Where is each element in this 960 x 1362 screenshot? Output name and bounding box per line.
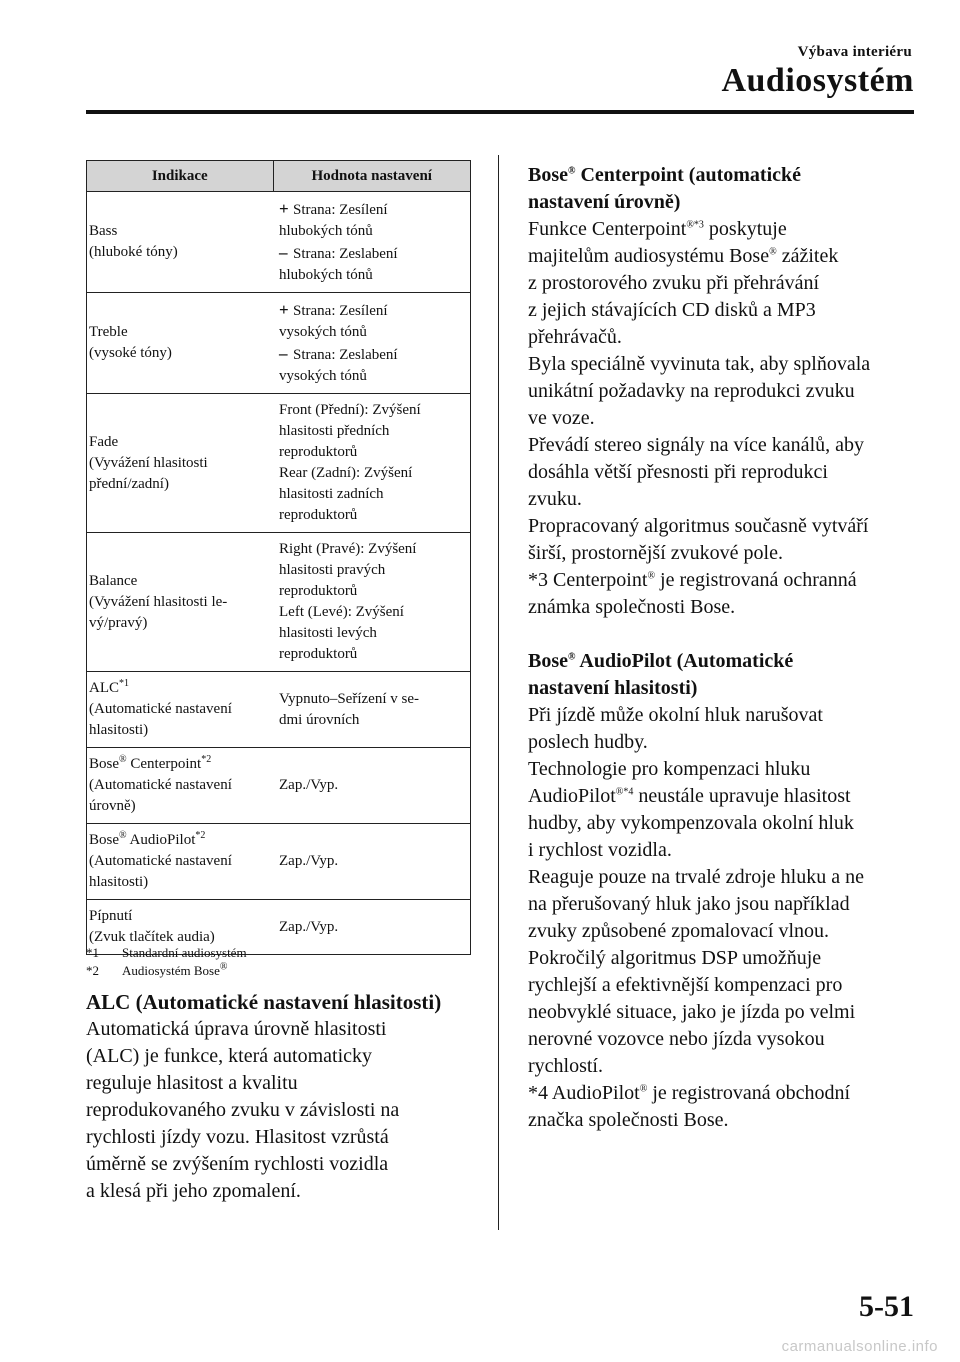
footnotes [86,944,476,980]
row-value [273,192,471,293]
row-value-line: hlasitosti předních [279,423,390,439]
row-value [273,293,471,394]
footnote: *2 Audiosystém Bose® [86,961,228,978]
row-name-line: (Vyvážení hlasitosti [89,454,208,471]
row-value [273,824,471,900]
row-name-line: (Automatické nastavení [89,853,232,869]
row-value-line: Vypnuto–Seřízení v se- [279,690,419,707]
footnote: *1 Standardní audiosystém [86,945,247,960]
row-value-line: – Strana: Zeslabení [279,344,398,363]
row-value-line: reproduktorů [279,444,358,460]
row-value-line: Front (Přední): Zvýšení [279,402,421,418]
row-value-line: Left (Levé): Zvýšení [279,604,404,620]
watermark: carmanualsonline.info [781,1338,938,1355]
row-name-line: (Vyvážení hlasitosti le- [89,593,228,610]
row-name [87,672,274,748]
row-name [87,824,274,900]
table-header-row [87,161,471,192]
settings-table [86,160,471,955]
row-name-line: Fade [89,433,119,450]
section-label: Výbava interiéru [797,44,912,60]
row-name-line: (Zvuk tlačítek audia) [89,929,215,945]
centerpoint-body: Funkce Centerpoint$^{®*3}$ poskytuje majitelům audiosystému Bose® zážitek z prostorového zvuku při přehrávání z jejich stávajících CD disků a MP3 přehrávačů. Byla speciálně vyvinuta tak, aby splňovala unikátní požadavky na reprodukci zvuku ve voze. Převádí stereo signály na více kanálů, aby dosáhla větší přesnosti při reprodukci zvuku. Propracovaný algoritmus současně vytváří širší, prostornější zvukové pole. *3 Centerpoint® je registrovaná ochranná známka společnosti Bose. [528,218,871,618]
row-name [87,533,274,672]
row-name-line: Pípnutí [89,908,133,924]
row-value-line: Zap./Vyp. [279,853,339,869]
row-name [87,748,274,824]
table-row [87,293,471,394]
row-name-line: ALC$^{*1}$ [89,678,129,696]
row-value-line: Rear (Zadní): Zvýšení [279,465,413,481]
row-value-line: – Strana: Zeslabení [279,243,398,262]
row-name-line: (hluboké tóny) [89,244,178,260]
centerpoint-heading: Bose® Centerpoint (automatické nastavení úrovně) [528,164,802,213]
plus-icon: + [279,199,289,218]
table-header-indikace: Indikace [87,161,274,192]
row-name [87,192,274,293]
row-value-line: + Strana: Zesílení [279,300,388,319]
table-row [87,533,471,672]
row-name-line: Bass [89,223,118,239]
row-name-line: vý/pravý) [89,614,148,631]
table-header-hodnota: Hodnota nastavení [273,161,471,192]
row-value-line: hlubokých tónů [279,267,373,283]
row-value-line: Zap./Vyp. [279,918,339,935]
row-value-line: hlasitosti pravých [279,562,386,578]
row-value-line: Right (Pravé): Zvýšení [279,541,417,557]
table-row [87,192,471,293]
row-value [273,394,471,533]
row-value-line: hlubokých tónů [279,223,373,239]
table-row [87,672,471,748]
header-divider [86,110,914,114]
row-name-line: přední/zadní) [89,475,169,492]
row-name-line: Balance [89,572,138,589]
row-value-line: reproduktorů [279,646,358,662]
row-value-line: Zap./Vyp. [279,777,339,793]
row-value-line: vysokých tónů [279,368,367,384]
row-name-line: hlasitosti) [89,722,149,738]
row-name-line: Treble [89,324,128,340]
row-value-line: dmi úrovních [279,711,360,728]
row-name-line: Bose® AudioPilot$^{*2}$ [89,830,206,848]
alc-body: Automatická úprava úrovně hlasitosti (ALC) je funkce, která automaticky reguluje hlasitost a kvalitu reprodukovaného zvuku v závislosti na rychlosti jízdy vozu. Hlasitost vzrůstá úměrně se zvýšením rychlosti vozidla a klesá při jeho zpomalení. [86,1018,400,1202]
row-value [273,533,471,672]
row-value-line: reproduktorů [279,583,358,599]
page-number: 5-51 [859,1290,914,1323]
table-row [87,824,471,900]
row-value-line: hlasitosti zadních [279,486,384,502]
table-row [87,394,471,533]
minus-icon: – [279,344,288,363]
row-name [87,394,274,533]
row-name-line: Bose® Centerpoint$^{*2}$ [89,754,212,772]
plus-icon: + [279,300,289,319]
right-column [528,162,928,1134]
row-value-line: reproduktorů [279,507,358,523]
page-title: Audiosystém [721,62,914,99]
row-name-line: úrovně) [89,798,136,814]
row-name-line: hlasitosti) [89,874,149,890]
row-name [87,293,274,394]
row-name-line: (Automatické nastavení [89,777,232,793]
row-value [273,748,471,824]
row-name-line: (Automatické nastavení [89,701,232,717]
row-value-line: + Strana: Zesílení [279,199,388,218]
minus-icon: – [279,243,288,262]
audiopilot-heading: Bose® AudioPilot (Automatické nastavení hlasitosti) [528,650,794,699]
column-divider [498,155,499,1230]
row-value-line: vysokých tónů [279,324,367,340]
row-value [273,672,471,748]
alc-heading: ALC (Automatické nastavení hlasitosti) [86,990,442,1014]
row-name-line: (vysoké tóny) [89,345,172,361]
audiopilot-body: Při jízdě může okolní hluk narušovat poslech hudby. Technologie pro kompenzaci hluku AudioPilot$^{®*4}$ neustále upravuje hlasitost hudby, aby vykompenzovala okolní hluk i rychlost vozidla. Reaguje pouze na trvalé zdroje hluku a ne na přerušovaný hluk jako jsou například zvuky způsobené zpomalovací vlnou. Pokročilý algoritmus DSP umožňuje rychlejší a efektivnější kompenzaci pro neobvyklé situace, jako je jízda po velmi nerovné vozovce nebo jízda vysokou rychlostí. *4 AudioPilot® je registrovaná obchodní značka společnosti Bose. [528,704,864,1131]
table-row [87,748,471,824]
row-value-line: hlasitosti levých [279,625,377,641]
